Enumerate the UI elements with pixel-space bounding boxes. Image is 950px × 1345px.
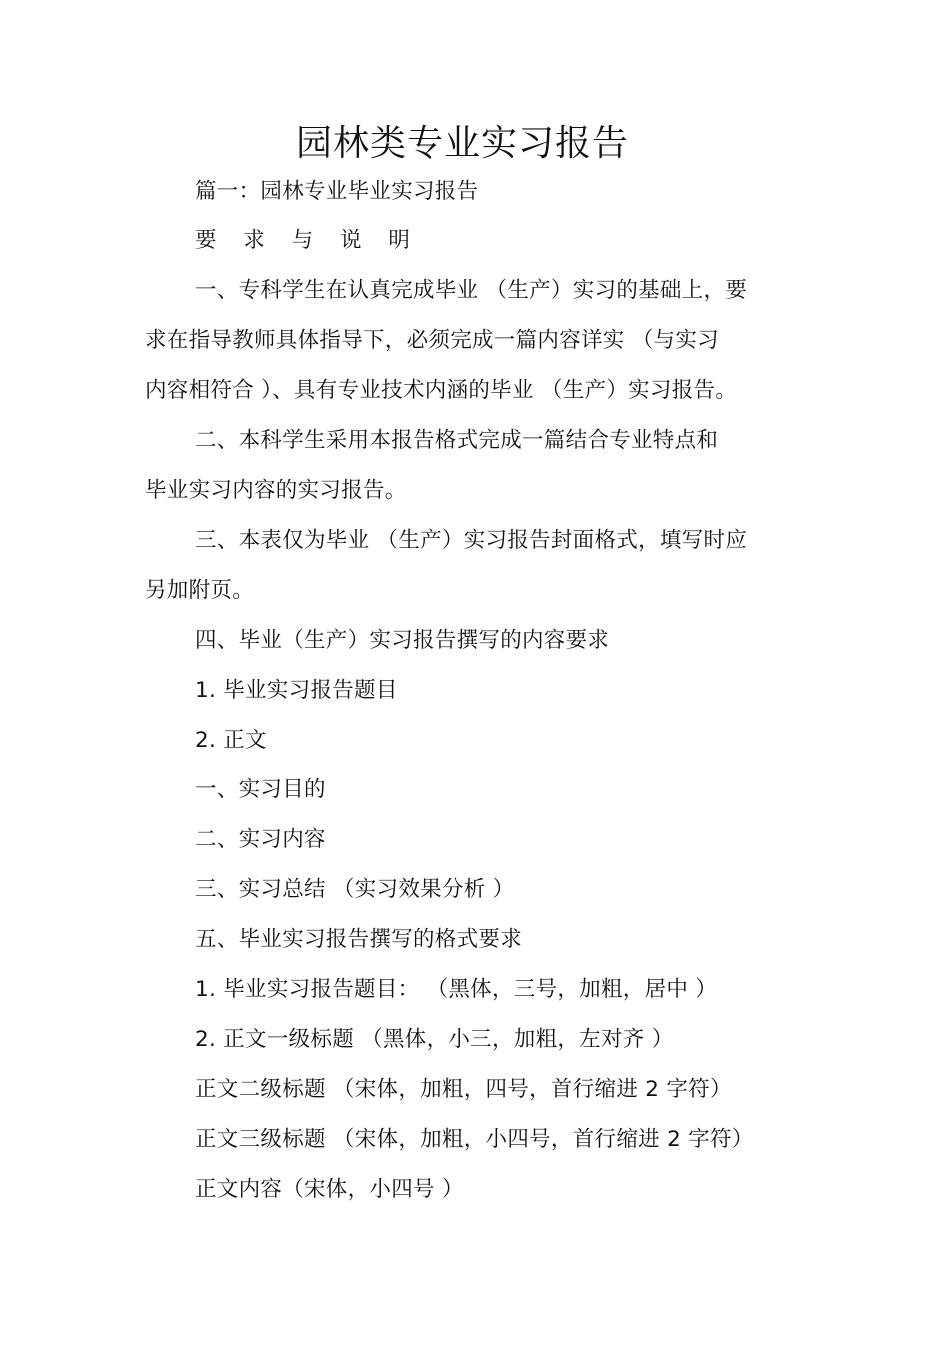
paragraph-line: 另加附页。 [145, 578, 255, 603]
paragraph-line: 二、本科学生采用本报告格式完成一篇结合专业特点和 [195, 428, 719, 453]
document-title: 园林类专业实习报告 [295, 123, 629, 164]
list-heading: 四、毕业（生产）实习报告撰写的内容要求 [195, 628, 610, 653]
list-item: 1. 毕业实习报告题目： （黑体，三号，加粗，居中 ） [195, 977, 718, 1002]
list-item: 一、实习目的 [195, 777, 326, 802]
list-heading: 五、毕业实习报告撰写的格式要求 [195, 927, 523, 952]
list-item: 二、实习内容 [195, 827, 326, 852]
list-item: 2. 正文 [195, 728, 267, 753]
section-heading: 篇一：园林专业毕业实习报告 [195, 179, 479, 204]
paragraph-line: 求在指导教师具体指导下，必须完成一篇内容详实 （与实习 [145, 328, 719, 353]
list-item: 1. 毕业实习报告题目 [195, 678, 398, 703]
list-item: 2. 正文一级标题 （黑体，小三，加粗，左对齐 ） [195, 1027, 674, 1052]
requirements-heading: 要 求 与 说 明 [195, 228, 420, 253]
list-item: 三、实习总结 （实习效果分析 ） [195, 877, 515, 902]
paragraph-line: 毕业实习内容的实习报告。 [145, 478, 407, 503]
list-item: 正文内容（宋体，小四号 ） [195, 1177, 464, 1202]
paragraph-line: 三、本表仅为毕业 （生产）实习报告封面格式，填写时应 [195, 528, 748, 553]
list-item: 正文三级标题 （宋体，加粗，小四号，首行缩进 2 字符） [195, 1127, 754, 1152]
list-item: 正文二级标题 （宋体，加粗，四号，首行缩进 2 字符） [195, 1077, 732, 1102]
paragraph-line: 一、专科学生在认真完成毕业 （生产）实习的基础上，要 [195, 278, 748, 303]
paragraph-line: 内容相符合 ）、具有专业技术内涵的毕业 （生产）实习报告。 [145, 378, 738, 403]
